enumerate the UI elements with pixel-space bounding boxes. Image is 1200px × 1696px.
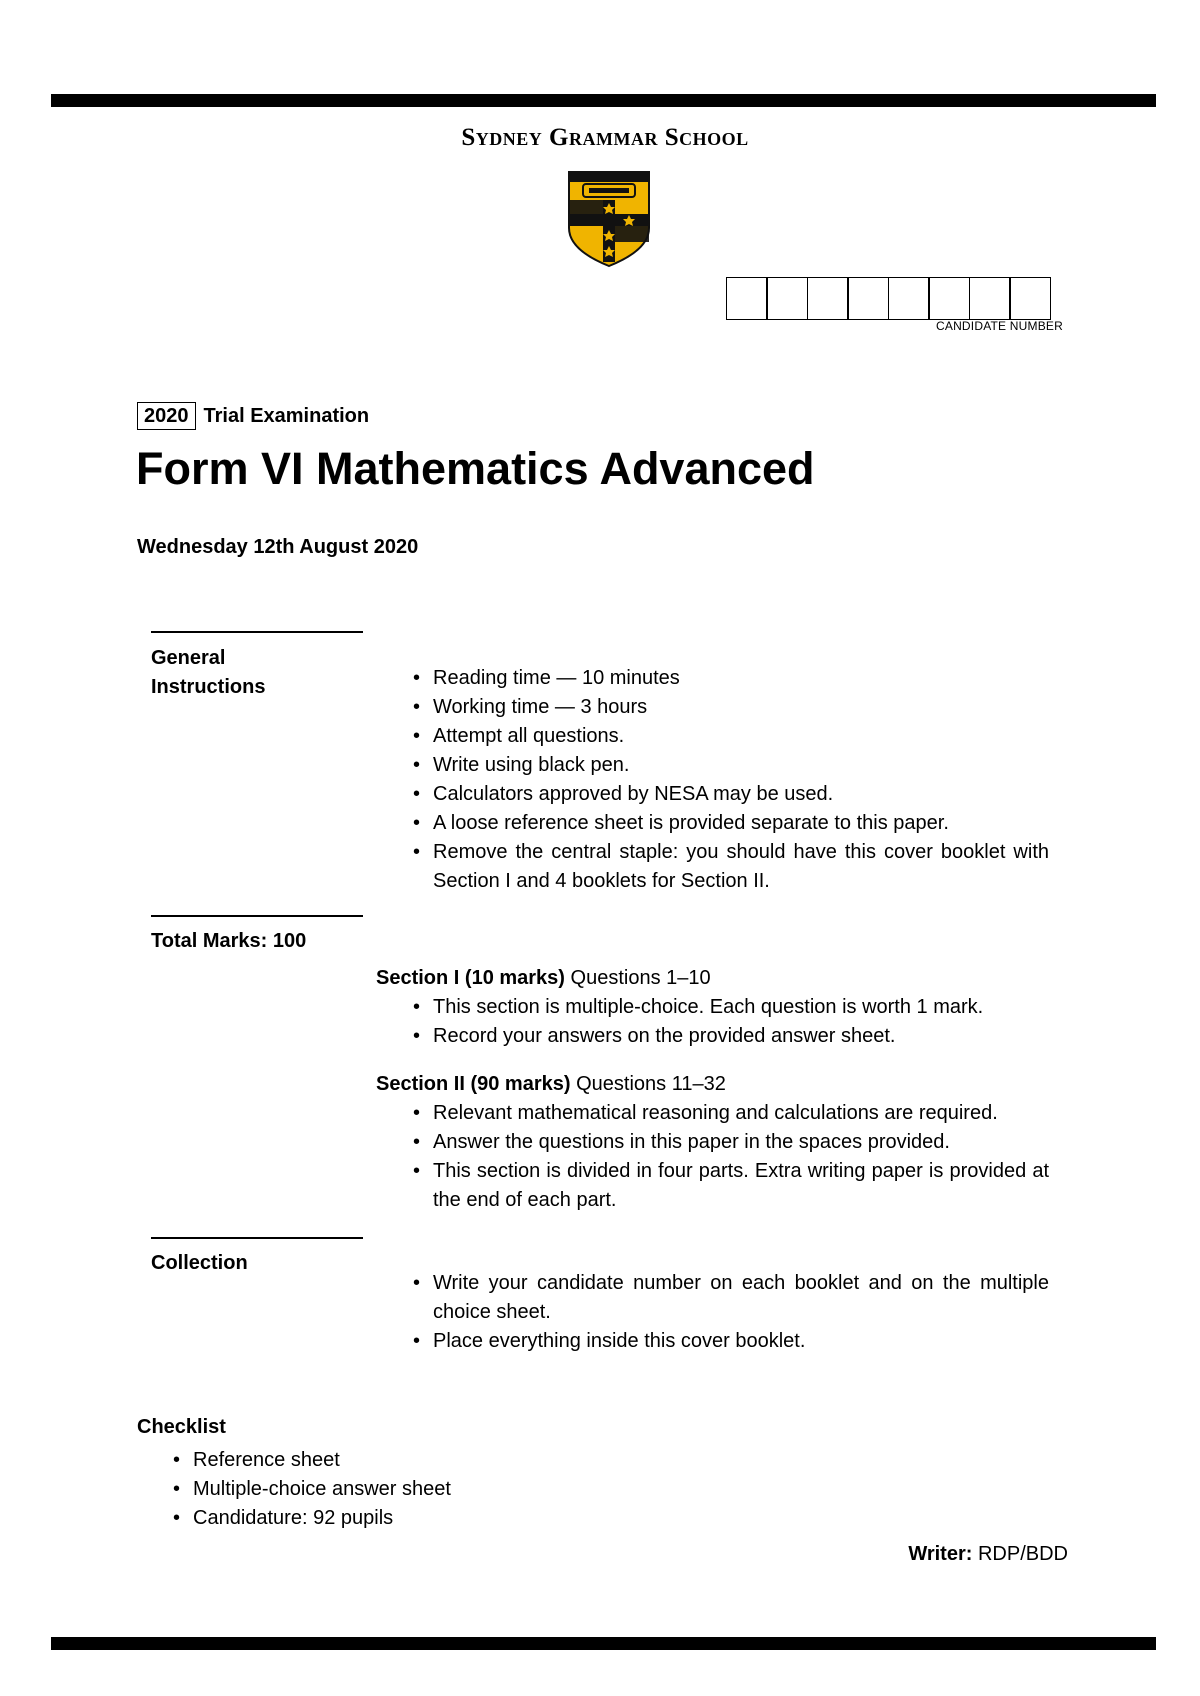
- list-item: • Reference sheet: [169, 1446, 669, 1475]
- candidate-number-box[interactable]: [726, 277, 768, 320]
- candidate-number-label: CANDIDATE NUMBER: [936, 319, 1063, 333]
- list-item: • Calculators approved by NESA may be used.: [409, 780, 1049, 809]
- collection-label: Collection: [151, 1252, 248, 1274]
- candidate-number-box[interactable]: [1009, 277, 1051, 320]
- section1-title: Section I (10 marks): [376, 967, 565, 989]
- list-item: • Reading time — 10 minutes: [409, 664, 1049, 693]
- list-item: • A loose reference sheet is provided separate to this paper.: [409, 809, 1049, 838]
- list-item: • Write using black pen.: [409, 751, 1049, 780]
- candidate-number-box[interactable]: [807, 277, 849, 320]
- collection-rule: [151, 1237, 363, 1239]
- section2-heading: [376, 1070, 726, 1099]
- list-item: • Write your candidate number on each booklet and on the multiple choice sheet.: [409, 1269, 1049, 1327]
- writer-value: RDP/BDD: [977, 1543, 1068, 1565]
- section1-list: [409, 993, 1049, 1051]
- list-item: • Record your answers on the provided answer sheet.: [409, 1022, 1049, 1051]
- exam-title: Form VI Mathematics Advanced: [136, 443, 815, 494]
- section1-questions: Questions 1–10: [570, 967, 711, 989]
- general-label-line2: Instructions: [151, 676, 266, 698]
- list-item: • Remove the central staple: you should have this cover booklet with Section I and 4 booklets for Section II.: [409, 838, 1049, 896]
- candidate-number-box[interactable]: [766, 277, 808, 320]
- section1-heading: [376, 964, 711, 993]
- list-item: • Working time — 3 hours: [409, 693, 1049, 722]
- list-item: • This section is multiple-choice. Each question is worth 1 mark.: [409, 993, 1049, 1022]
- general-instructions-list: [409, 664, 1049, 896]
- exam-type: Trial Examination: [203, 404, 370, 427]
- general-instructions-rule: [151, 631, 363, 633]
- exam-year-badge: 2020: [137, 402, 196, 430]
- section2-list: [409, 1099, 1049, 1215]
- checklist-heading: Checklist: [137, 1416, 226, 1438]
- list-item: • Place everything inside this cover booklet.: [409, 1327, 1049, 1356]
- writer-label: Writer:: [908, 1543, 973, 1565]
- top-rule: [51, 94, 1156, 107]
- candidate-number-box[interactable]: [888, 277, 930, 320]
- candidate-number-box[interactable]: [847, 277, 889, 320]
- list-item: • Multiple-choice answer sheet: [169, 1475, 669, 1504]
- candidate-number-box[interactable]: [928, 277, 970, 320]
- list-item: • Attempt all questions.: [409, 722, 1049, 751]
- general-instructions-label: [151, 644, 351, 702]
- writer-line: [908, 1543, 1068, 1566]
- total-marks-label: Total Marks: 100: [151, 930, 307, 952]
- school-name: Sydney Grammar School: [461, 124, 749, 151]
- list-item: • Answer the questions in this paper in the spaces provided.: [409, 1128, 1049, 1157]
- collection-list: [409, 1269, 1049, 1356]
- school-crest-icon: [567, 170, 651, 268]
- section2-title: Section II (90 marks): [376, 1073, 571, 1095]
- general-label-line1: General: [151, 647, 226, 669]
- exam-date: Wednesday 12th August 2020: [137, 536, 419, 558]
- candidate-number-boxes[interactable]: [727, 277, 1051, 320]
- candidate-number-box[interactable]: [969, 277, 1011, 320]
- list-item: • Relevant mathematical reasoning and calculations are required.: [409, 1099, 1049, 1128]
- total-marks-rule: [151, 915, 363, 917]
- list-item: • This section is divided in four parts. Extra writing paper is provided at the end of each part.: [409, 1157, 1049, 1215]
- checklist-list: [169, 1446, 669, 1533]
- section2-questions: Questions 11–32: [576, 1073, 726, 1095]
- exam-heading-line: [137, 402, 369, 430]
- list-item: • Candidature: 92 pupils: [169, 1504, 669, 1533]
- bottom-rule: [51, 1637, 1156, 1650]
